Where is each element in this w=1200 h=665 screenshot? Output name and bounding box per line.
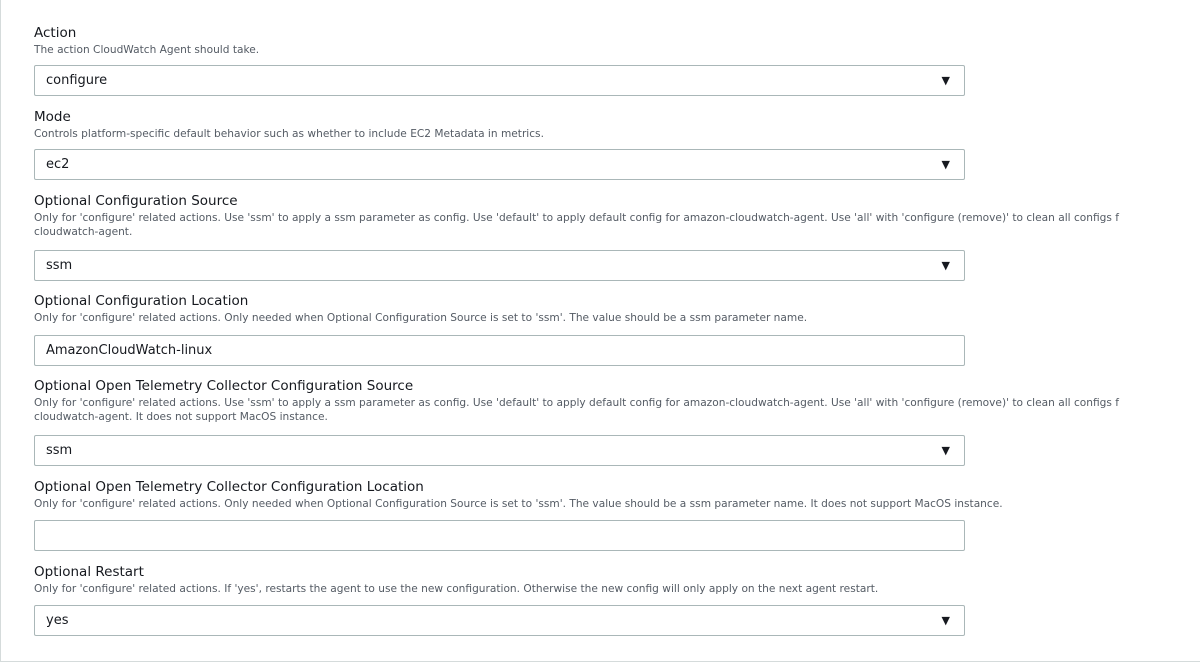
- mode-select[interactable]: [34, 149, 965, 180]
- otel-configuration-location-description: Only for 'configure' related actions. Only needed when Optional Configuration Source is set to 'ssm'. The value should be a ssm parameter name. It does not support MacOS instance.: [34, 498, 1003, 510]
- otel-configuration-source-value: ssm: [46, 443, 73, 458]
- otel-configuration-source-label: Optional Open Telemetry Collector Configuration Source: [34, 378, 414, 394]
- caret-down-icon: ▼: [941, 158, 950, 171]
- field-optional-configuration-source: [34, 193, 1200, 273]
- caret-down-icon: ▼: [941, 74, 950, 87]
- field-optional-restart: [34, 564, 1200, 628]
- caret-down-icon: ▼: [941, 259, 950, 272]
- mode-description: Controls platform-specific default behavior such as whether to include EC2 Metadata in metrics.: [34, 128, 544, 140]
- optional-configuration-location-label: Optional Configuration Location: [34, 293, 249, 309]
- optional-restart-value: yes: [46, 613, 69, 628]
- optional-configuration-location-input[interactable]: [34, 335, 965, 366]
- action-select[interactable]: [34, 65, 965, 96]
- optional-restart-description: Only for 'configure' related actions. If 'yes', restarts the agent to use the new configuration. Otherwise the new config will only apply on the next agent restart.: [34, 583, 879, 595]
- field-otel-configuration-source: [34, 378, 1200, 458]
- mode-label: Mode: [34, 109, 71, 125]
- action-select-value: configure: [46, 73, 108, 88]
- mode-select-value: ec2: [46, 157, 70, 172]
- optional-restart-select[interactable]: [34, 605, 965, 636]
- optional-configuration-source-select[interactable]: [34, 250, 965, 281]
- action-label: Action: [34, 25, 77, 41]
- otel-configuration-source-select[interactable]: [34, 435, 965, 466]
- field-mode: [34, 109, 1200, 172]
- field-action: [34, 25, 1200, 88]
- action-description: The action CloudWatch Agent should take.: [34, 44, 260, 56]
- otel-configuration-location-label: Optional Open Telemetry Collector Configuration Location: [34, 479, 424, 495]
- field-optional-configuration-location: [34, 293, 1200, 325]
- optional-configuration-location-description: Only for 'configure' related actions. Only needed when Optional Configuration Source is set to 'ssm'. The value should be a ssm parameter name.: [34, 312, 808, 324]
- otel-configuration-source-description: Only for 'configure' related actions. Use 'ssm' to apply a ssm parameter as config. Use 'default' to apply default config for amazon-cloudwatch-agent. Use 'all' with 'configure (remove)' to clean all configs f cloudwatch-agent. It does not support MacOS instance.: [34, 397, 1120, 423]
- caret-down-icon: ▼: [941, 444, 950, 457]
- optional-configuration-source-value: ssm: [46, 258, 73, 273]
- optional-configuration-source-description: Only for 'configure' related actions. Use 'ssm' to apply a ssm parameter as config. Use 'default' to apply default config for amazon-cloudwatch-agent. Use 'all' with 'configure (remove)' to clean all configs f cloudwatch-agent.: [34, 212, 1120, 238]
- optional-restart-label: Optional Restart: [34, 564, 144, 580]
- caret-down-icon: ▼: [941, 614, 950, 627]
- otel-configuration-location-input[interactable]: [34, 520, 965, 551]
- optional-configuration-source-label: Optional Configuration Source: [34, 193, 238, 209]
- field-otel-configuration-location: [34, 479, 1200, 511]
